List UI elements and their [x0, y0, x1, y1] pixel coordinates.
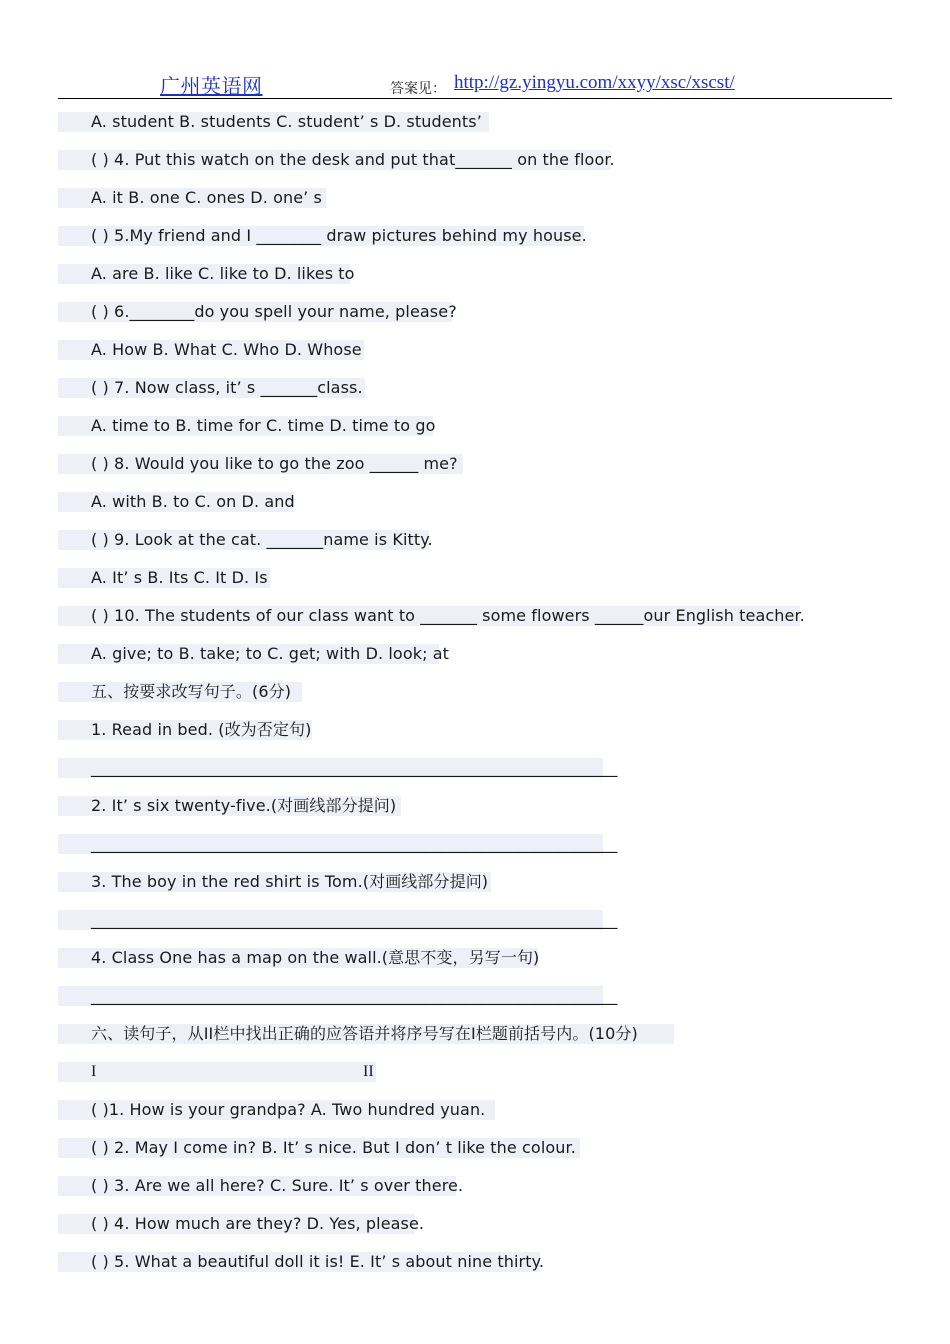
text-line: ( ) 6.________do you spell your name, please?	[58, 302, 452, 322]
section-heading: 六、读句子，从II栏中找出正确的应答语并将序号写在I栏题前括号内。(10分)	[58, 1024, 674, 1044]
site-name-link[interactable]: 广州英语网	[160, 74, 263, 98]
text-line: ( ) 4. How much are they? D. Yes, please.	[58, 1214, 415, 1234]
text-line: A. How B. What C. Who D. Whose	[58, 340, 364, 360]
text-line: 1. Read in bed. (改为否定句)	[58, 720, 312, 740]
answer-blank-line: _________________________________________________________________	[58, 834, 603, 854]
text-line: A. are B. like C. like to D. likes to	[58, 264, 350, 284]
column-headers: I II	[58, 1062, 376, 1082]
text-line: 3. The boy in the red shirt is Tom.(对画线部分提问)	[58, 872, 491, 892]
text-line: ( ) 5.My friend and I ________ draw pictures behind my house.	[58, 226, 584, 246]
header-divider	[58, 98, 892, 99]
text-line: A. with B. to C. on D. and	[58, 492, 294, 512]
section-heading: 五、按要求改写句子。(6分)	[58, 682, 302, 702]
page-header	[0, 0, 950, 100]
text-line: A. time to B. time for C. time D. time to go	[58, 416, 433, 436]
text-line: 2. It’ s six twenty-five.(对画线部分提问)	[58, 796, 401, 816]
text-line: ( ) 10. The students of our class want to _______ some flowers ______our English teacher.	[58, 606, 800, 626]
answer-blank-line: _________________________________________________________________	[58, 910, 603, 930]
text-line: A. give; to B. take; to C. get; with D. look; at	[58, 644, 439, 664]
text-line: 4. Class One has a map on the wall.(意思不变，另写一句)	[58, 948, 538, 968]
text-line: ( ) 4. Put this watch on the desk and put that_______ on the floor.	[58, 150, 611, 170]
answer-label: 答案见：	[390, 81, 446, 97]
text-line: ( ) 2. May I come in? B. It’ s nice. But I don’ t like the colour.	[58, 1138, 580, 1158]
text-line: ( ) 7. Now class, it’ s _______class.	[58, 378, 365, 398]
text-line: A. student B. students C. student’ s D. students’	[58, 112, 489, 132]
text-line: A. it B. one C. ones D. one’ s	[58, 188, 326, 208]
text-line: ( ) 8. Would you like to go the zoo ______ me?	[58, 454, 463, 474]
answer-url-link[interactable]: http://gz.yingyu.com/xxyy/xsc/xscst/	[454, 72, 735, 93]
text-line: ( ) 9. Look at the cat. _______name is Kitty.	[58, 530, 429, 550]
text-line: ( ) 5. What a beautiful doll it is! E. It’ s about nine thirty.	[58, 1252, 540, 1272]
text-line: ( )1. How is your grandpa? A. Two hundred yuan.	[58, 1100, 495, 1120]
column-two-label: II	[363, 1063, 374, 1080]
text-line: A. It’ s B. Its C. It D. Is	[58, 568, 270, 588]
answer-blank-line: _________________________________________________________________	[58, 986, 603, 1006]
answer-blank-line: _________________________________________________________________	[58, 758, 603, 778]
text-line: ( ) 3. Are we all here? C. Sure. It’ s over there.	[58, 1176, 456, 1196]
